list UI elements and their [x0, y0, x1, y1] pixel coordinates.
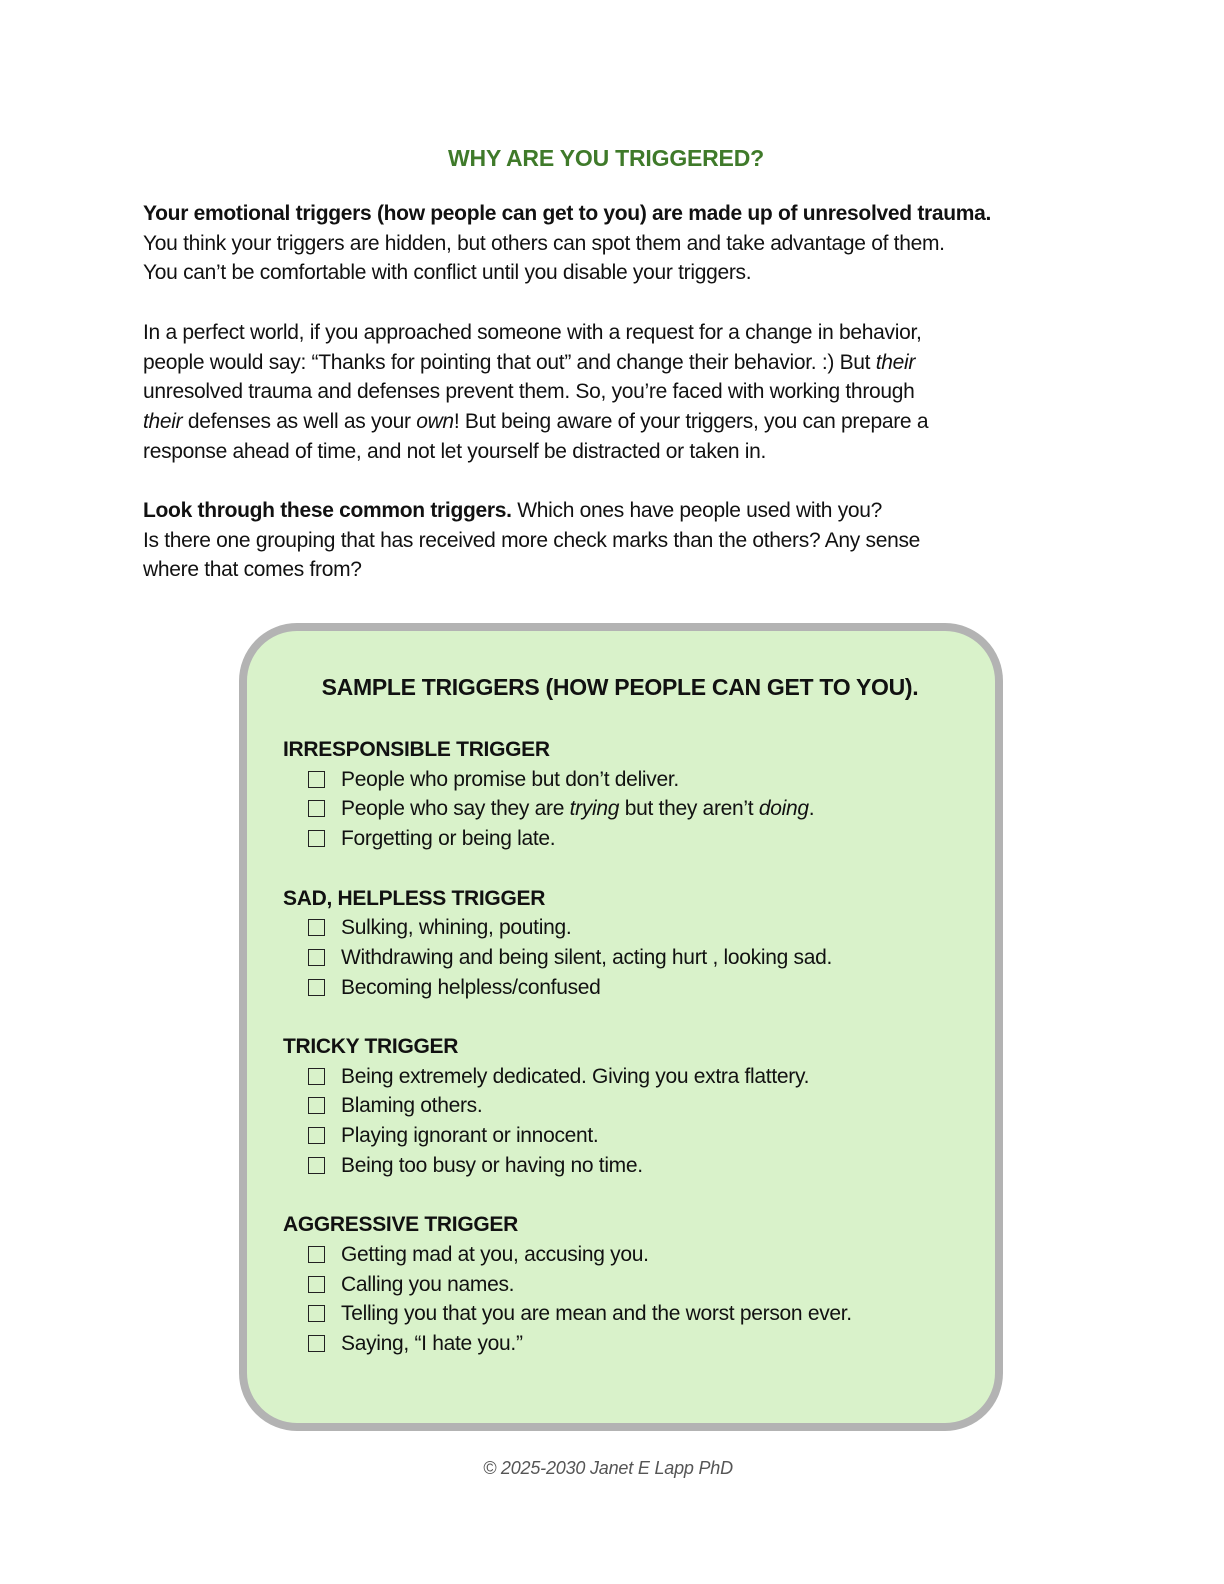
trigger-group — [283, 735, 973, 854]
sample-triggers-title: SAMPLE TRIGGERS (HOW PEOPLE CAN GET TO YOU). — [321, 674, 919, 700]
copyright-footer: © 2025-2030 Janet E Lapp PhD — [483, 1458, 733, 1478]
trigger-group-title: IRRESPONSIBLE TRIGGER — [283, 738, 550, 761]
checkbox[interactable] — [308, 800, 325, 817]
trigger-item — [283, 1270, 973, 1300]
trigger-checklist — [283, 765, 973, 854]
trigger-item — [283, 1062, 973, 1092]
trigger-item-label: Blaming others. — [341, 1094, 483, 1118]
trigger-item — [283, 1121, 973, 1151]
checkbox[interactable] — [308, 1276, 325, 1293]
trigger-item-label: Being too busy or having no time. — [341, 1153, 643, 1177]
trigger-group-title: TRICKY TRIGGER — [283, 1035, 459, 1058]
trigger-item-label: Withdrawing and being silent, acting hurt , looking sad. — [341, 945, 832, 969]
trigger-checklist — [283, 1240, 973, 1359]
trigger-group-title: SAD, HELPLESS TRIGGER — [283, 886, 546, 910]
intro-line: You think your triggers are hidden, but others can spot them and take advantage of them. — [143, 231, 945, 255]
trigger-item — [283, 1299, 973, 1329]
trigger-group — [283, 1210, 973, 1359]
checkbox[interactable] — [308, 949, 325, 966]
trigger-item-label: People who say they are trying but they aren’t doing. — [341, 797, 815, 821]
trigger-checklist — [283, 913, 973, 1002]
intro-paragraph-2 — [143, 318, 1083, 467]
intro-bold-statement: Your emotional triggers (how people can get to you) are made up of unresolved trauma. — [143, 202, 992, 225]
intro-line: In a perfect world, if you approached someone with a request for a change in behavior, — [143, 321, 922, 344]
trigger-item — [283, 1151, 973, 1181]
trigger-group — [283, 1032, 973, 1181]
trigger-group-title: AGGRESSIVE TRIGGER — [283, 1213, 518, 1237]
trigger-item — [283, 1329, 973, 1359]
page-title: WHY ARE YOU TRIGGERED? — [448, 145, 764, 171]
checkbox[interactable] — [308, 1157, 325, 1174]
checkbox[interactable] — [308, 830, 325, 847]
intro-paragraph-1 — [143, 199, 1083, 288]
trigger-item — [283, 1091, 973, 1121]
intro-line: response ahead of time, and not let yourself be distracted or taken in. — [143, 439, 767, 463]
trigger-item — [283, 1240, 973, 1270]
trigger-item — [283, 913, 973, 943]
intro-paragraph-3: Look through these common triggers. Which ones have people used with you? Is there one grouping that has received more check marks than the others? Any sense where that comes from? — [143, 496, 1083, 585]
trigger-item — [283, 765, 973, 795]
intro-line: where that comes from? — [143, 558, 362, 582]
intro-line: people would say: “Thanks for pointing that out” and change their behavior. :) But their — [143, 350, 916, 374]
trigger-item-label: Calling you names. — [341, 1272, 515, 1296]
trigger-item — [283, 824, 973, 854]
trigger-groups — [283, 735, 973, 1388]
checkbox[interactable] — [308, 1127, 325, 1144]
trigger-item-label: Telling you that you are mean and the worst person ever. — [341, 1302, 852, 1326]
intro-line: You can’t be comfortable with conflict until you disable your triggers. — [143, 261, 752, 285]
trigger-item-label: Being extremely dedicated. Giving you extra flattery. — [341, 1064, 810, 1088]
checkbox[interactable] — [308, 919, 325, 936]
trigger-item-label: Saying, “I hate you.” — [341, 1332, 523, 1356]
trigger-item-label: Becoming helpless/confused — [341, 975, 601, 999]
trigger-item-label: Getting mad at you, accusing you. — [341, 1242, 649, 1266]
trigger-group — [283, 884, 973, 1003]
trigger-item-label: Forgetting or being late. — [341, 827, 556, 851]
intro-line: unresolved trauma and defenses prevent them. So, you’re faced with working through — [143, 380, 915, 404]
look-through-bold: Look through these common triggers. — [143, 499, 512, 522]
trigger-item — [283, 973, 973, 1003]
checkbox[interactable] — [308, 1097, 325, 1114]
checkbox[interactable] — [308, 1068, 325, 1085]
trigger-item — [283, 943, 973, 973]
trigger-checklist — [283, 1062, 973, 1181]
trigger-item-label: Sulking, whining, pouting. — [341, 916, 572, 940]
checkbox[interactable] — [308, 1335, 325, 1352]
checkbox[interactable] — [308, 979, 325, 996]
intro-line: Is there one grouping that has received more check marks than the others? Any sense — [143, 528, 921, 552]
intro-line: their defenses as well as your own! But being aware of your triggers, you can prepare a — [143, 410, 929, 434]
trigger-item — [283, 794, 973, 824]
trigger-item-label: Playing ignorant or innocent. — [341, 1124, 599, 1148]
checkbox[interactable] — [308, 1305, 325, 1322]
checkbox[interactable] — [308, 1246, 325, 1263]
trigger-item-label: People who promise but don’t deliver. — [341, 767, 679, 791]
checkbox[interactable] — [308, 771, 325, 788]
